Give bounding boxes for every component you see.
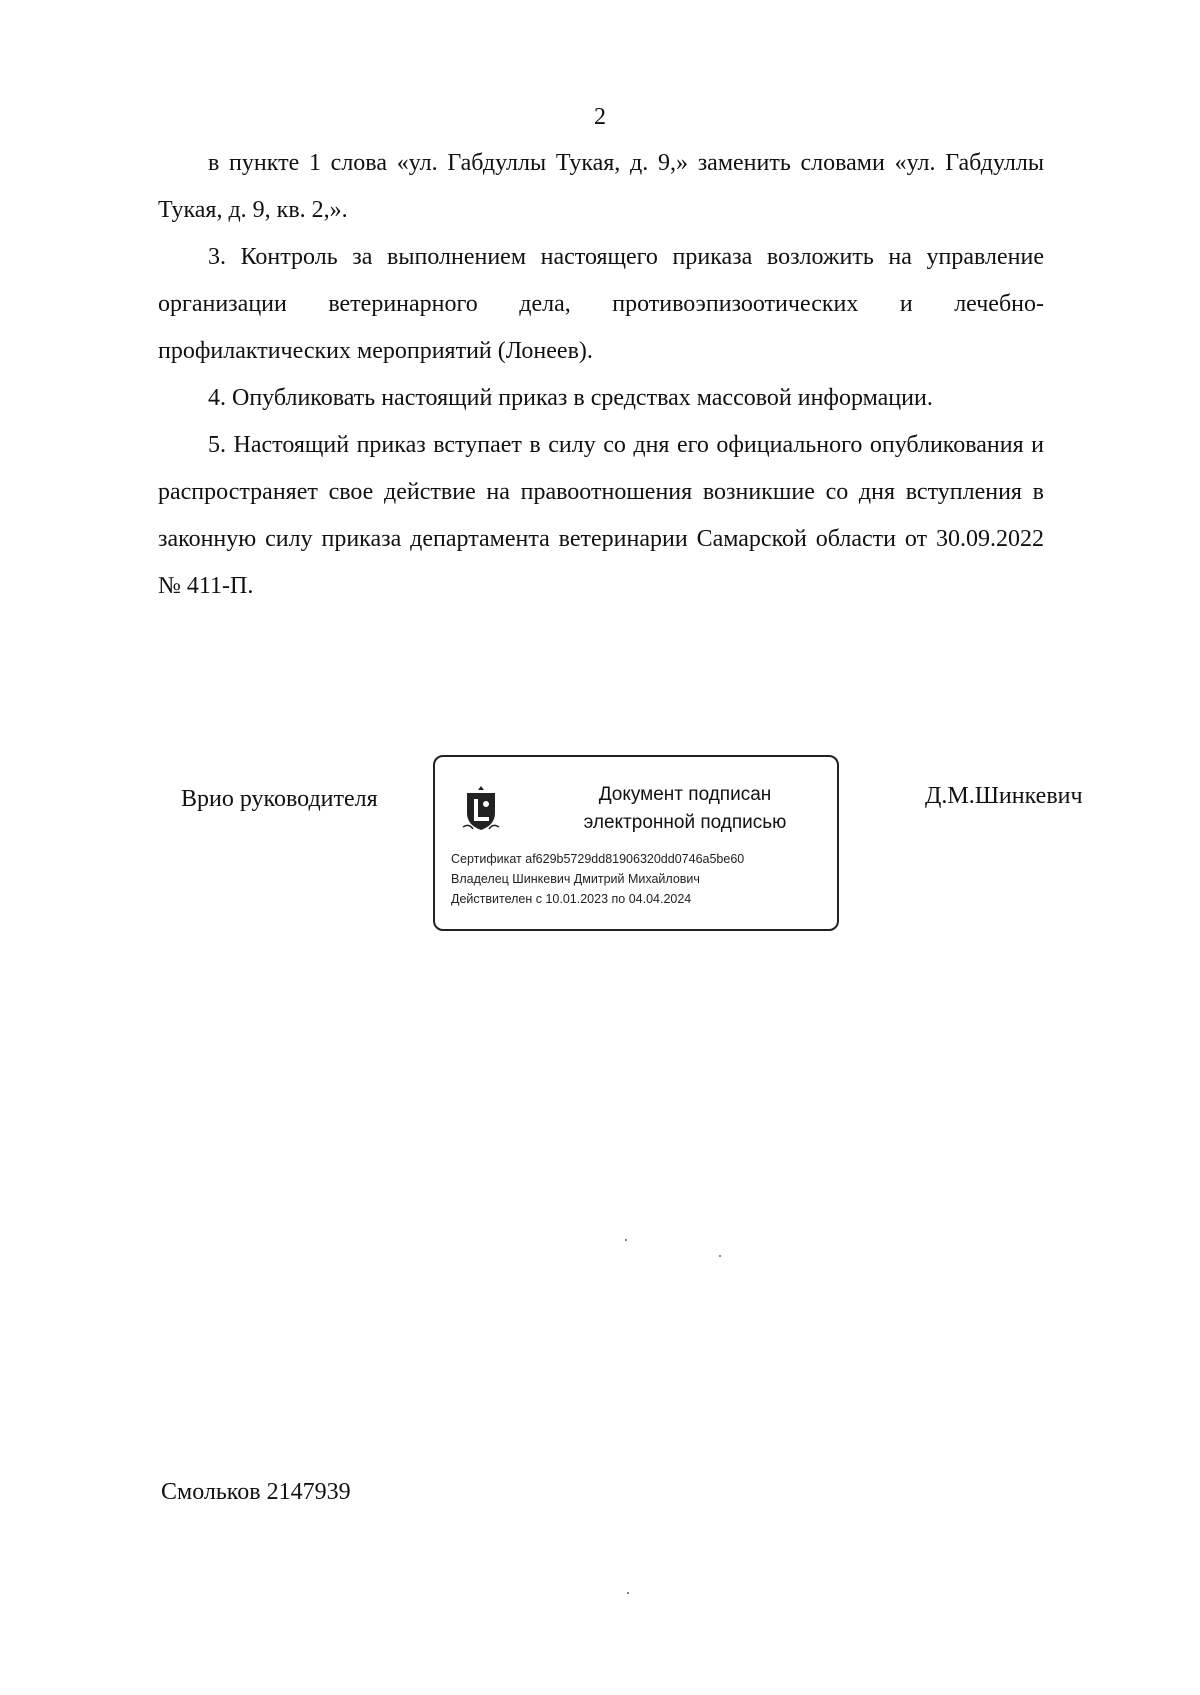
coat-of-arms-icon [461,783,501,833]
stamp-owner: Владелец Шинкевич Дмитрий Михайлович [451,872,700,886]
scan-speck [625,1239,627,1241]
paragraph-2-continuation: в пункте 1 слова «ул. Габдуллы Тукая, д. 9,» заменить словами «ул. Габдуллы Тукая, д. 9, кв. 2,». [158,150,1044,223]
paragraph-5: 5. Настоящий приказ вступает в силу со дня его официального опубликования и распространяет свое действие на правоотношения возникшие со дня вступления в законную силу приказа департамента ветеринарии Самарской области от 30.09.2022 № 411-П. [158,432,1044,599]
stamp-certificate: Сертификат af629b5729dd81906320dd0746a5be60 [451,852,745,866]
stamp-heading-line1: Документ подписан [598,784,772,805]
stamp-heading-line2: электронной подписью [583,812,787,833]
signer-position: Врио руководителя [181,786,378,812]
scan-speck [719,1255,721,1257]
signer-name: Д.М.Шинкевич [925,783,1083,809]
stamp-details [451,849,744,909]
scan-speck [627,1592,629,1594]
stamp-validity: Действителен с 10.01.2023 по 04.04.2024 [451,892,692,906]
document-body [158,140,1044,610]
stamp-heading [545,781,825,837]
e-signature-stamp [433,755,839,931]
paragraph-4: 4. Опубликовать настоящий приказ в средствах массовой информации. [208,385,933,411]
page-number: 2 [594,104,606,130]
paragraph-3: 3. Контроль за выполнением настоящего приказа возложить на управление организации ветеринарного дела, противоэпизоотических и лечебно-профилактических мероприятий (Лонеев). [158,244,1044,364]
author-note: Смольков 2147939 [161,1479,351,1505]
